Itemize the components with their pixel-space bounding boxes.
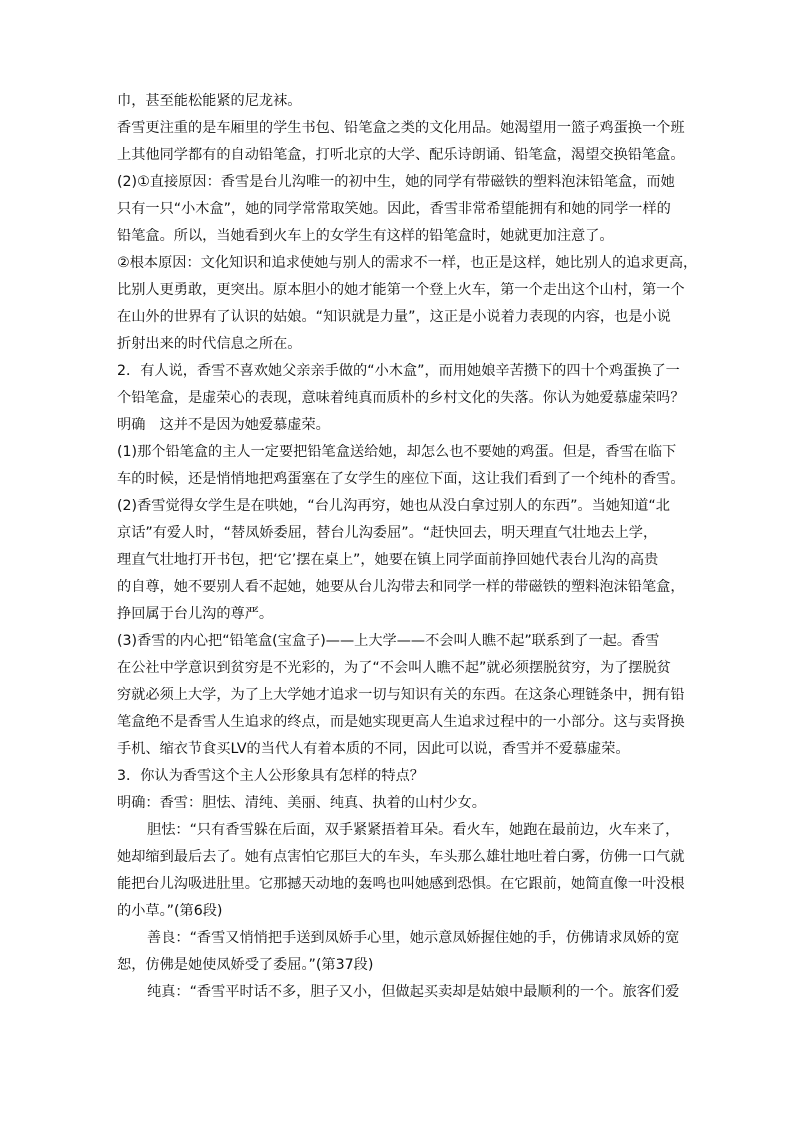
text-line: 手机、缩衣节食买LV的当代人有着本质的不同，因此可以说，香雪并不爱慕虚荣。	[117, 741, 630, 757]
text-line: 的自尊，她不要别人看不起她，她要从台儿沟带去和同学一样的带磁铁的塑料泡沫铅笔盒，	[117, 579, 685, 595]
text-line: 明确：香雪：胆怯、清纯、美丽、纯真、执着的山村少女。	[117, 795, 486, 811]
text-line: 折射出来的时代信息之所在。	[117, 336, 302, 352]
text-line: 纯真：“香雪平时话不多，胆子又小，但做起买卖却是姑娘中最顺利的一个。旅客们爱	[147, 984, 680, 1000]
text-line: 笔盒绝不是香雪人生追求的终点，而是她实现更高人生追求过程中的一小部分。这与卖肾换	[117, 714, 685, 730]
text-line: (2)①直接原因：香雪是台儿沟唯一的初中生，她的同学有带磁铁的塑料泡沫铅笔盒，而她	[117, 174, 675, 190]
text-line: 车的时候，还是悄悄地把鸡蛋塞在了女学生的座位下面，这让我们看到了一个纯朴的香雪。	[117, 471, 685, 487]
text-line: 挣回属于台儿沟的尊严。	[117, 606, 274, 622]
text-line: 铅笔盒。所以，当她看到火车上的女学生有这样的铅笔盒时，她就更加注意了。	[117, 228, 614, 244]
text-line: 善良：“香雪又悄悄把手送到凤娇手心里，她示意凤娇握住她的手，仿佛请求凤娇的宽	[147, 930, 680, 946]
text-line: ②根本原因：文化知识和追求使她与别人的需求不一样，也正是这样，她比别人的追求更高，	[117, 255, 698, 271]
text-line: 巾，甚至能松能紧的尼龙袜。	[117, 93, 302, 109]
text-line: 比别人更勇敢，更突出。原本胆小的她才能第一个登上火车，第一个走出这个山村，第一个	[117, 282, 685, 298]
text-line: 2．有人说，香雪不喜欢她父亲亲手做的“小木盒”，而用她娘辛苦攒下的四十个鸡蛋换了一	[117, 363, 680, 379]
text-line: 香雪更注重的是车厢里的学生书包、铅笔盒之类的文化用品。她渴望用一篮子鸡蛋换一个班	[117, 120, 685, 136]
text-line: 3．你认为香雪这个主人公形象具有怎样的特点？	[117, 768, 424, 784]
text-line: 能把台儿沟吸进肚里。它那撼天动地的轰鸣也叫她感到恐惧。在它跟前，她简直像一叶没根	[117, 876, 685, 892]
text-line: 上其他同学都有的自动铅笔盒，打听北京的大学、配乐诗朗诵、铅笔盒，渴望交换铅笔盒。	[117, 147, 685, 163]
text-line: 京话”有爱人时，“替凤娇委屈，替台儿沟委屈”。“赶快回去，明天理直气壮地去上学，	[117, 525, 658, 541]
text-line: 明确 这并不是因为她爱慕虚荣。	[117, 417, 330, 433]
text-line: 在公社中学意识到贫穷是不光彩的，为了“不会叫人瞧不起”就必须摆脱贫穷，为了摆脱贫	[117, 660, 671, 676]
text-line: 只有一只“小木盒”，她的同学常常取笑她。因此，香雪非常希望能拥有和她的同学一样的	[117, 201, 671, 217]
text-line: (2)香雪觉得女学生是在哄她，“台儿沟再穷，她也从没白拿过别人的东西”。当她知道“北	[117, 498, 670, 514]
text-line: 个铅笔盒，是虚荣心的表现，意味着纯真而质朴的乡村文化的失落。你认为她爱慕虚荣吗？	[117, 390, 685, 406]
text-line: 胆怯：“只有香雪躲在后面，双手紧紧捂着耳朵。看火车，她跑在最前边，火车来了，	[147, 822, 680, 838]
text-line: 在山外的世界有了认识的姑娘。“知识就是力量”，这正是小说着力表现的内容，也是小说	[117, 309, 671, 325]
document-page	[117, 88, 698, 1006]
text-line: 穷就必须上大学，为了上大学她才追求一切与知识有关的东西。在这条心理链条中，拥有铅	[117, 687, 685, 703]
text-line: (1)那个铅笔盒的主人一定要把铅笔盒送给她，却怎么也不要她的鸡蛋。但是，香雪在临下	[117, 444, 677, 460]
text-line: 她却缩到最后去了。她有点害怕它那巨大的车头，车头那么雄壮地吐着白雾，仿佛一口气就	[117, 849, 685, 865]
text-line: 的小草。”(第6段)	[117, 903, 223, 919]
text-line: 恕，仿佛是她使凤娇受了委屈。”(第37段)	[117, 957, 374, 973]
text-line: (3)香雪的内心把“铅笔盒(宝盒子)——上大学——不会叫人瞧不起”联系到了一起。香雪	[117, 633, 660, 649]
text-line: 理直气壮地打开书包，把‘它’摆在桌上”，她要在镇上同学面前挣回她代表台儿沟的高贵	[117, 552, 659, 568]
